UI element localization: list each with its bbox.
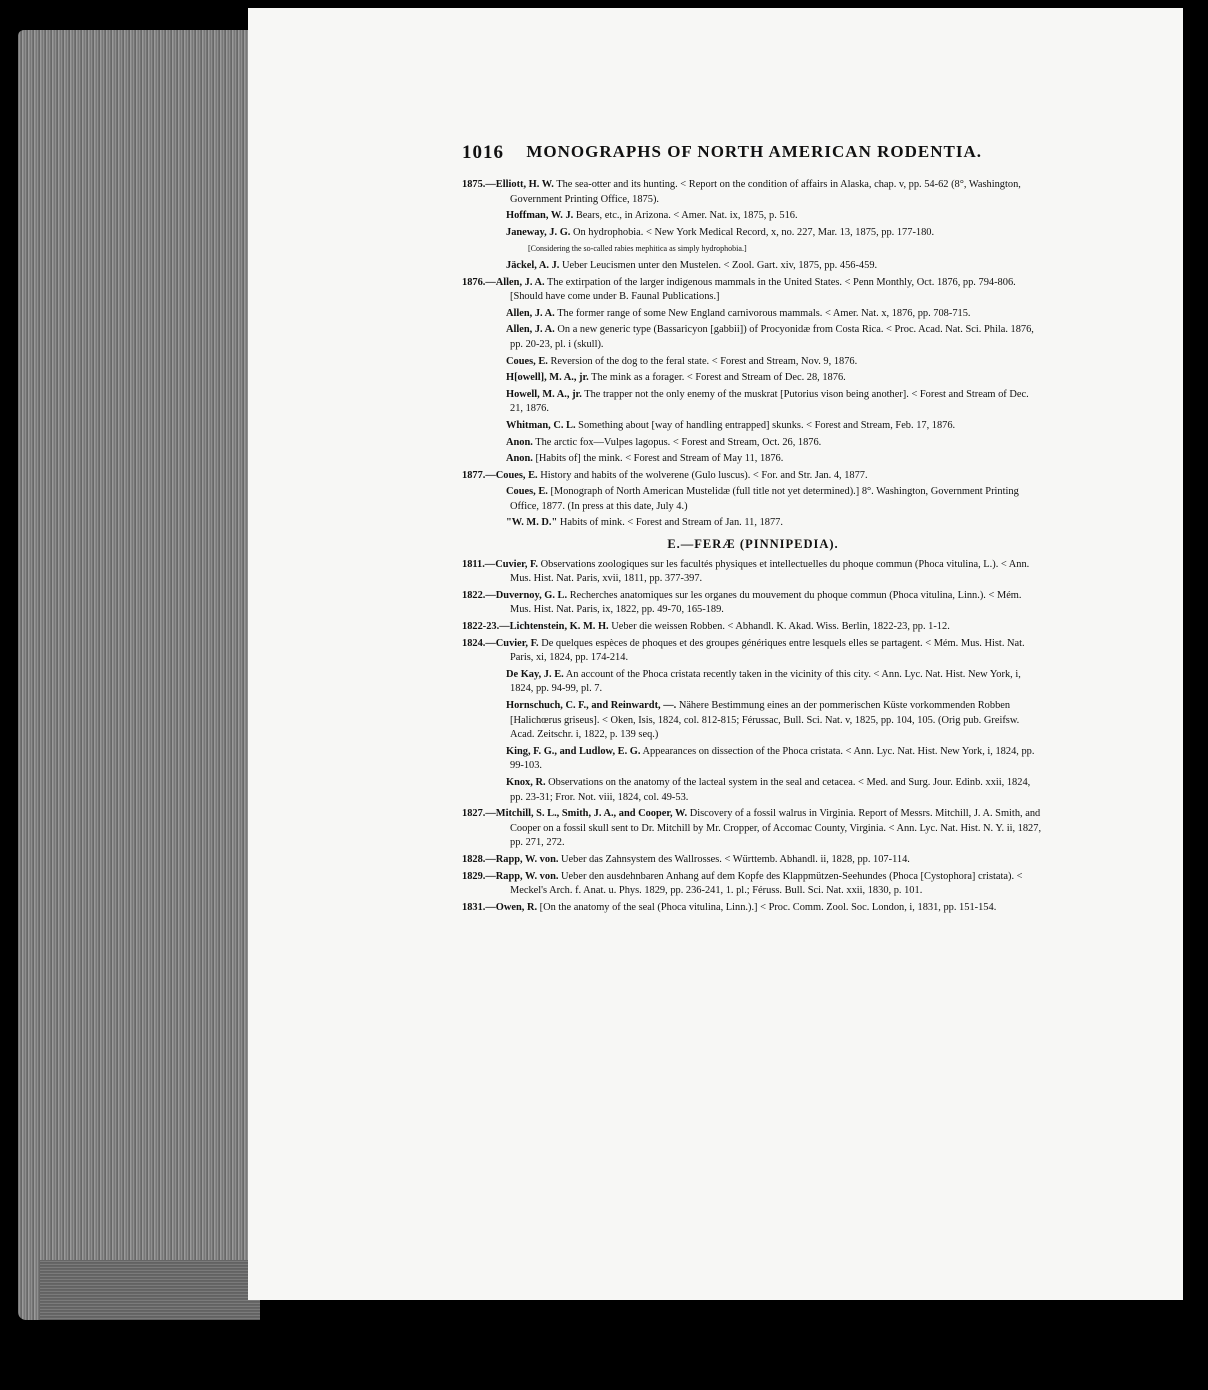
book-page-edges — [18, 30, 258, 1320]
entry-author: De Kay, J. E. — [506, 668, 564, 680]
bibliography-entry — [462, 699, 1044, 743]
entry-text: [Monograph of North American Mustelidæ (full title not yet determined).] 8°. Washington, Government Printing Office, 1877. (In press at this date, July 4.) — [510, 486, 1019, 512]
entry-author: H[owell], M. A., jr. — [506, 372, 589, 384]
entry-text: Ueber die weissen Robben. < Abhandl. K. Akad. Wiss. Berlin, 1822-23, pp. 1-12. — [608, 621, 950, 633]
bibliography-entry — [462, 745, 1044, 774]
bibliography-entry — [462, 620, 1044, 635]
book-bottom-edge — [40, 1260, 260, 1320]
running-header — [462, 142, 982, 164]
entry-author: King, F. G., and Ludlow, E. G. — [506, 745, 641, 757]
bibliography-list — [462, 178, 1044, 240]
bibliography-list — [462, 558, 1044, 916]
entry-text: Observations on the anatomy of the lacteal system in the seal and cetacea. < Med. and Surg. Jour. Edinb. xxii, 1824, pp. 23-31; Fror. Not. viii, 1824, col. 49-53. — [510, 776, 1031, 803]
entry-text: Ueber Leucismen unter den Mustelen. < Zool. Gart. xiv, 1875, pp. 456-459. — [559, 259, 878, 271]
entry-author: Hornschuch, C. F., and Reinwardt, —. — [506, 700, 677, 711]
entry-author: Whitman, C. L. — [506, 419, 576, 431]
page-number: 1016 — [462, 142, 504, 163]
entry-author: Cuvier, F. — [495, 637, 539, 649]
entry-year: 1827.— — [462, 808, 496, 820]
entry-text: On hydrophobia. < New York Medical Record, x, no. 227, Mar. 13, 1875, pp. 177-180. — [570, 226, 935, 238]
entry-year: 1822.— — [462, 589, 496, 601]
bibliography-entry — [462, 870, 1044, 899]
entry-year: 1877.— — [462, 469, 496, 481]
entry-author: Jäckel, A. J. — [506, 259, 560, 271]
bibliography-note: [Considering the so-called rabies mephitica as simply hydrophobia.] — [528, 244, 747, 254]
entry-text: The mink as a forager. < Forest and Stream of Dec. 28, 1876. — [588, 372, 846, 384]
entry-author: Hoffman, W. J. — [506, 210, 574, 222]
bibliography-entry — [462, 178, 1044, 207]
entry-text: Observations zoologiques sur les facultés physiques et intellectuelles du phoque commun (Phoca vitulina, L.). < Ann. Mus. Hist. Nat. Paris, xvii, 1811, pp. 377-397. — [510, 558, 1030, 585]
bibliography-entry — [462, 853, 1044, 868]
entry-text: [Habits of] the mink. < Forest and Stream of May 11, 1876. — [532, 453, 784, 465]
entry-author: Cuvier, F. — [495, 558, 539, 570]
entry-text: Ueber den ausdehnbaren Anhang auf dem Kopfe des Klappmützen-Seehundes (Phoca [Cystophora] cristata). < Meckel's Arch. f. Anat. u. Phys. 1829, pp. 236-241, 1. pl.; Féruss. Bull. Sci. Nat. xxii, 1830, p. 101. — [510, 870, 1023, 897]
entry-text: Nähere Bestimmung eines an der pommerischen Küste vorkommenden Robben [Halichœrus griseus]. < Oken, Isis, 1824, col. 812-815; Férussac, Bull. Sci. Nat. v, 1825, pp. 104, 105. (Orig pub. Greifsw. Acad. Zeitschr. i, 1822, p. 139 seq.) — [510, 700, 1020, 741]
bibliography-entry — [462, 436, 1044, 451]
bibliography-entry — [462, 209, 1044, 224]
entry-author: Owen, R. — [495, 901, 538, 913]
bibliography-entry — [462, 637, 1044, 666]
bibliography-entry — [462, 668, 1044, 697]
entry-author: Coues, E. — [506, 355, 548, 367]
entry-author: Janeway, J. G. — [506, 226, 571, 238]
entry-author: Coues, E. — [495, 469, 538, 481]
bibliography-list — [462, 259, 1044, 531]
entry-author: Lichtenstein, K. M. H. — [509, 621, 609, 633]
entry-text: Ueber das Zahnsystem des Wallrosses. < Württemb. Abhandl. ii, 1828, pp. 107-114. — [558, 853, 910, 865]
entry-text: The extirpation of the larger indigenous mammals in the United States. < Penn Monthly, Oct. 1876, pp. 794-806. [Should have come under B. Faunal Publications.] — [510, 276, 1016, 303]
bibliography-entry — [462, 307, 1044, 322]
entry-year: 1831.— — [462, 901, 496, 913]
bibliography-entry — [462, 776, 1044, 805]
entry-author: Knox, R. — [506, 776, 546, 788]
bibliography-content — [462, 178, 1044, 917]
entry-year: 1811.— — [462, 558, 496, 570]
section-heading: E.—FERÆ (PINNIPEDIA). — [667, 537, 839, 552]
entry-text: An account of the Phoca cristata recently taken in the vicinity of this city. < Ann. Lyc. Nat. Hist. New York, i, 1824, pp. 94-99, pl. 7. — [510, 668, 1021, 695]
entry-text: The trapper not the only enemy of the muskrat [Putorius vison being another]. < Forest and Stream of Dec. 21, 1876. — [510, 388, 1029, 415]
bibliography-entry — [462, 901, 1044, 916]
entry-author: Duvernoy, G. L. — [495, 589, 568, 601]
bibliography-entry — [462, 419, 1044, 434]
entry-author: Howell, M. A., jr. — [506, 388, 582, 400]
entry-year: 1875.— — [462, 179, 496, 190]
entry-year: 1876.— — [462, 276, 496, 288]
entry-year: 1829.— — [462, 870, 496, 882]
bibliography-entry — [462, 226, 1044, 241]
bibliography-entry — [462, 558, 1044, 587]
entry-author: Anon. — [506, 436, 533, 448]
entry-author: Elliott, H. W. — [495, 179, 554, 190]
entry-text: The arctic fox—Vulpes lagopus. < Forest and Stream, Oct. 26, 1876. — [532, 436, 822, 448]
bibliography-entry — [462, 452, 1044, 467]
entry-text: The sea-otter and its hunting. < Report on the condition of affairs in Alaska, chap. v, pp. 54-62 (8°, Washington, Government Printing Office, 1875). — [510, 179, 1021, 205]
entry-text: Something about [way of handling entrapped] skunks. < Forest and Stream, Feb. 17, 1876. — [575, 419, 956, 431]
entry-text: Discovery of a fossil walrus in Virginia. Report of Messrs. Mitchill, J. A. Smith, and Cooper on a fossil skull sent to Dr. Mitchill by Mr. Cropper, of Accomac County, Virginia. < Ann. Lyc. Nat. Hist. N. Y. ii, 1827, pp. 271, 272. — [510, 808, 1042, 849]
entry-year: 1824.— — [462, 637, 496, 649]
bibliography-entry — [462, 807, 1044, 851]
entry-author: Anon. — [506, 453, 533, 465]
bibliography-entry — [462, 371, 1044, 386]
entry-text: Habits of mink. < Forest and Stream of Jan. 11, 1877. — [557, 517, 783, 529]
entry-text: Reversion of the dog to the feral state. < Forest and Stream, Nov. 9, 1876. — [547, 355, 858, 367]
entry-text: Appearances on dissection of the Phoca cristata. < Ann. Lyc. Nat. Hist. New York, i, 1824, pp. 99-103. — [510, 745, 1035, 772]
bibliography-entry — [462, 589, 1044, 618]
entry-author: Allen, J. A. — [495, 276, 545, 288]
bibliography-entry — [462, 469, 1044, 484]
entry-author: Coues, E. — [506, 486, 548, 498]
entry-text: The former range of some New England carnivorous mammals. < Amer. Nat. x, 1876, pp. 708-715. — [554, 307, 971, 319]
entry-author: Rapp, W. von. — [495, 853, 559, 865]
running-title: MONOGRAPHS OF NORTH AMERICAN RODENTIA. — [526, 142, 982, 161]
entry-text: Bears, etc., in Arizona. < Amer. Nat. ix, 1875, p. 516. — [573, 210, 798, 222]
entry-author: Allen, J. A. — [506, 324, 555, 336]
bibliography-entry — [462, 355, 1044, 370]
entry-text: [On the anatomy of the seal (Phoca vitulina, Linn.).] < Proc. Comm. Zool. Soc. London, i, 1831, pp. 151-154. — [537, 901, 997, 913]
entry-author: "W. M. D." — [506, 517, 558, 529]
entry-year: 1828.— — [462, 853, 496, 865]
entry-text: Recherches anatomiques sur les organes du mouvement du phoque commun (Phoca vitulina, Linn.). < Mém. Mus. Hist. Nat. Paris, ix, 1822, pp. 49-70, 165-189. — [510, 589, 1022, 616]
entry-year: 1822-23.— — [462, 621, 510, 633]
entry-author: Mitchill, S. L., Smith, J. A., and Cooper, W. — [495, 808, 688, 820]
bibliography-entry — [462, 276, 1044, 305]
bibliography-entry — [462, 516, 1044, 531]
bibliography-entry — [462, 259, 1044, 274]
bibliography-entry — [462, 388, 1044, 417]
entry-author: Allen, J. A. — [506, 307, 555, 319]
entry-text: De quelques espèces de phoques et des groupes génériques entre lesquels elles se partagent. < Mém. Mus. Hist. Nat. Paris, xi, 1824, pp. 174-214. — [510, 637, 1025, 664]
bibliography-entry — [462, 485, 1044, 514]
bibliography-entry — [462, 323, 1044, 352]
entry-text: History and habits of the wolverene (Gulo luscus). < For. and Str. Jan. 4, 1877. — [537, 469, 868, 481]
entry-author: Rapp, W. von. — [495, 870, 559, 882]
entry-text: On a new generic type (Bassaricyon [gabbii]) of Procyonidæ from Costa Rica. < Proc. Acad. Nat. Sci. Phila. 1876, pp. 20-23, pl. i (skull). — [510, 324, 1034, 350]
